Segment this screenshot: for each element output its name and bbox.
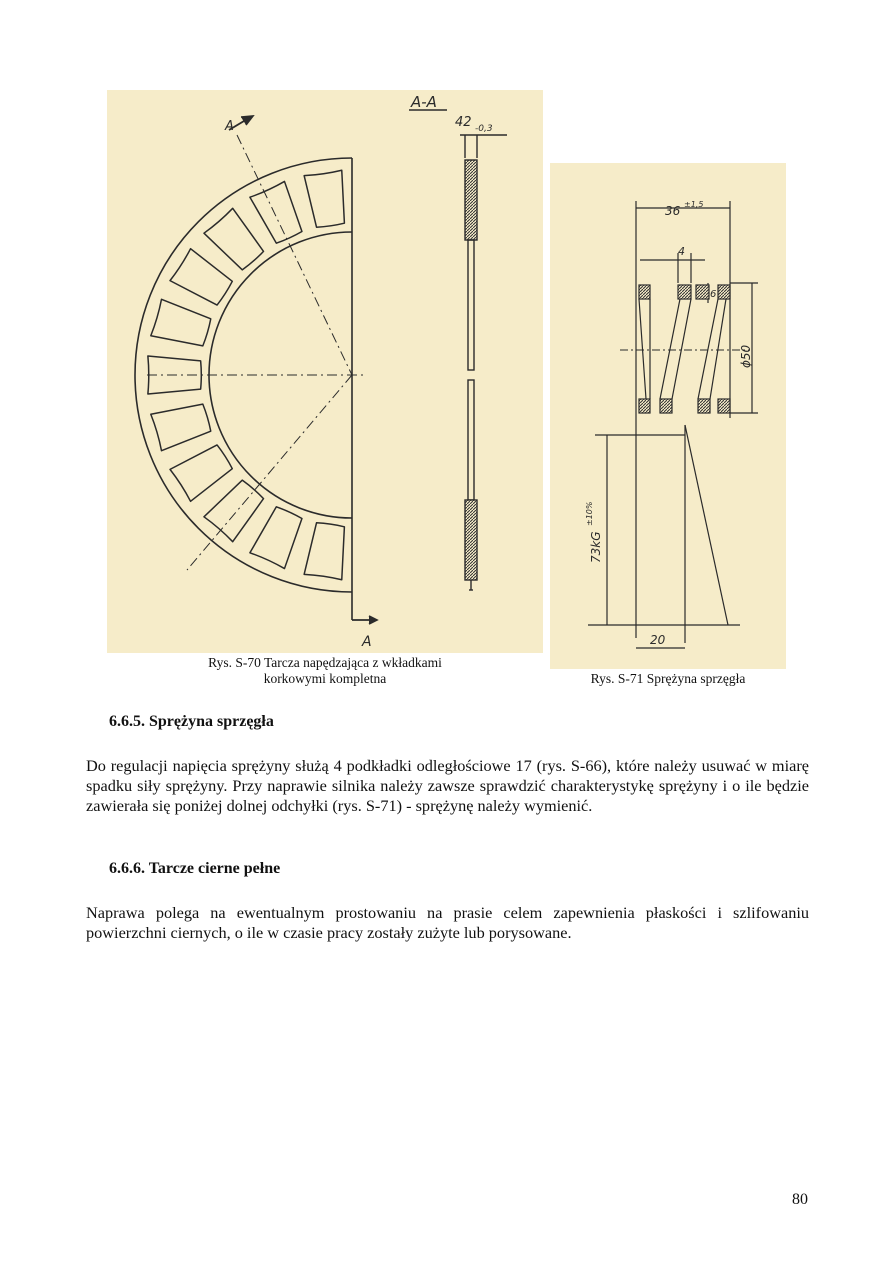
label-thickness: 42 bbox=[455, 115, 472, 130]
spring-dimensions bbox=[588, 201, 758, 648]
pad-window bbox=[151, 299, 211, 346]
label-section-aa: A-A bbox=[411, 93, 437, 111]
paragraph-6-6-5: Do regulacji napięcia sprężyny służą 4 podkładki odległościowe 17 (rys. S-66), które należy usuwać w miarę spadku siły sprężyny. Przy naprawie silnika należy zawsze sprawdzić charakterystykę sprężyny i o ile będzie zawierała się poniżej dolnej odchyłki (rys. S-71) - sprężynę należy wymienić. bbox=[86, 756, 809, 815]
pad-window bbox=[151, 404, 211, 451]
label-wire: 4 bbox=[678, 245, 685, 258]
page-number: 80 bbox=[792, 1191, 808, 1208]
label-force: 73kG bbox=[589, 531, 603, 563]
pad-window bbox=[304, 170, 344, 227]
pad-window bbox=[204, 208, 264, 270]
heading-6-6-6: 6.6.6. Tarcze cierne pełne bbox=[109, 860, 281, 877]
label-length-tol: ±1,5 bbox=[684, 200, 704, 209]
label-cut-top: A bbox=[225, 119, 234, 134]
section-view bbox=[409, 110, 507, 590]
pad-window bbox=[170, 445, 232, 501]
pad-window bbox=[170, 249, 232, 305]
caption-s71: Rys. S-71 Sprężyna sprzęgła bbox=[590, 671, 746, 686]
disc-half-view bbox=[135, 116, 377, 624]
pad-window bbox=[304, 523, 344, 580]
label-cut-bottom: A bbox=[362, 634, 372, 650]
caption-s70-line2: korkowymi kompletna bbox=[263, 671, 387, 686]
s71-labels bbox=[585, 200, 753, 647]
pad-window bbox=[204, 480, 264, 542]
pad-window bbox=[250, 507, 302, 569]
caption-s70 bbox=[107, 655, 543, 687]
label-length: 36 bbox=[665, 204, 681, 218]
label-pitch: 6 bbox=[710, 289, 717, 300]
drive-disc-drawing bbox=[107, 90, 543, 653]
label-thickness-tol: -0,3 bbox=[475, 124, 493, 134]
pad-window bbox=[250, 181, 302, 243]
figure-s70-drive-disc bbox=[107, 90, 543, 653]
clutch-spring-drawing bbox=[550, 163, 786, 669]
label-deflection: 20 bbox=[650, 633, 666, 647]
heading-6-6-5: 6.6.5. Sprężyna sprzęgła bbox=[109, 713, 274, 730]
figure-s71-clutch-spring bbox=[550, 163, 786, 669]
caption-s70-line1: Rys. S-70 Tarcza napędzająca z wkładkami bbox=[208, 655, 442, 670]
label-diameter: ϕ50 bbox=[739, 344, 753, 368]
label-force-tol: ±10% bbox=[585, 501, 594, 526]
paragraph-6-6-6: Naprawa polega na ewentualnym prostowaniu na prasie celem zapewnienia płaskości i szlifowaniu powierzchni ciernych, o ile w czasie pracy zostały zużyte lub porysowane. bbox=[86, 903, 809, 942]
